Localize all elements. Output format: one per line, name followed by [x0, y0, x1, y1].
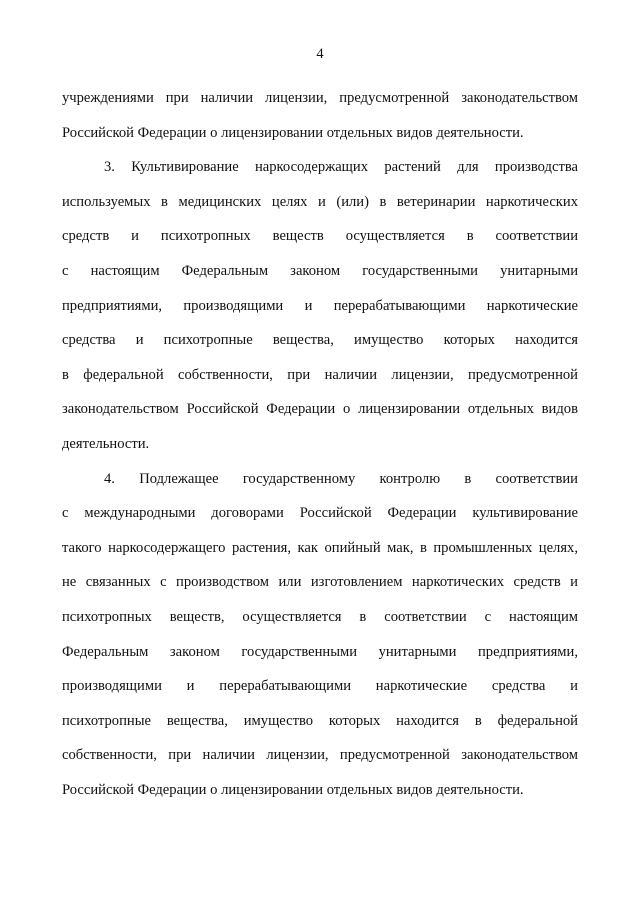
paragraph-continuation	[62, 81, 578, 150]
text-line: производящими и перерабатывающими наркотические средства и	[62, 678, 578, 695]
text-line: с настоящим Федеральным законом государственными унитарными	[62, 262, 578, 279]
text-line: с международными договорами Российской Федерации культивирование	[62, 505, 578, 522]
text-line: деятельности.	[62, 435, 150, 452]
text-line: такого наркосодержащего растения, как опийный мак, в промышленных целях,	[62, 539, 578, 556]
document-body	[62, 81, 578, 807]
text-line: Российской Федерации о лицензировании отдельных видов деятельности.	[62, 781, 524, 798]
text-line: средств и психотропных веществ осуществляется в соответствии	[62, 228, 578, 245]
text-line: законодательством Российской Федерации о лицензировании отдельных видов	[62, 401, 578, 418]
text-line: используемых в медицинских целях и (или) в ветеринарии наркотических	[62, 193, 578, 210]
text-line: психотропных веществ, осуществляется в соответствии с настоящим	[62, 608, 578, 625]
text-line: не связанных с производством или изготовлением наркотических средств и	[62, 574, 578, 591]
text-line: Российской Федерации о лицензировании отдельных видов деятельности.	[62, 124, 524, 141]
text-line: предприятиями, производящими и перерабатывающими наркотические	[62, 297, 578, 314]
text-line: Федеральным законом государственными унитарными предприятиями,	[62, 643, 578, 660]
text-line: 3. Культивирование наркосодержащих растений для производства	[104, 159, 578, 176]
text-line: учреждениями при наличии лицензии, предусмотренной законодательством	[62, 90, 578, 106]
page-number: 4	[316, 46, 324, 62]
text-line: психотропные вещества, имущество которых находится в федеральной	[62, 712, 578, 729]
text-line: собственности, при наличии лицензии, предусмотренной законодательством	[62, 747, 578, 764]
text-line: 4. Подлежащее государственному контролю в соответствии	[104, 470, 578, 487]
text-line: в федеральной собственности, при наличии лицензии, предусмотренной	[62, 366, 578, 383]
paragraph-item-4	[62, 462, 578, 808]
text-line: средства и психотропные вещества, имущество которых находится	[62, 332, 578, 349]
paragraph-item-3	[62, 150, 578, 461]
